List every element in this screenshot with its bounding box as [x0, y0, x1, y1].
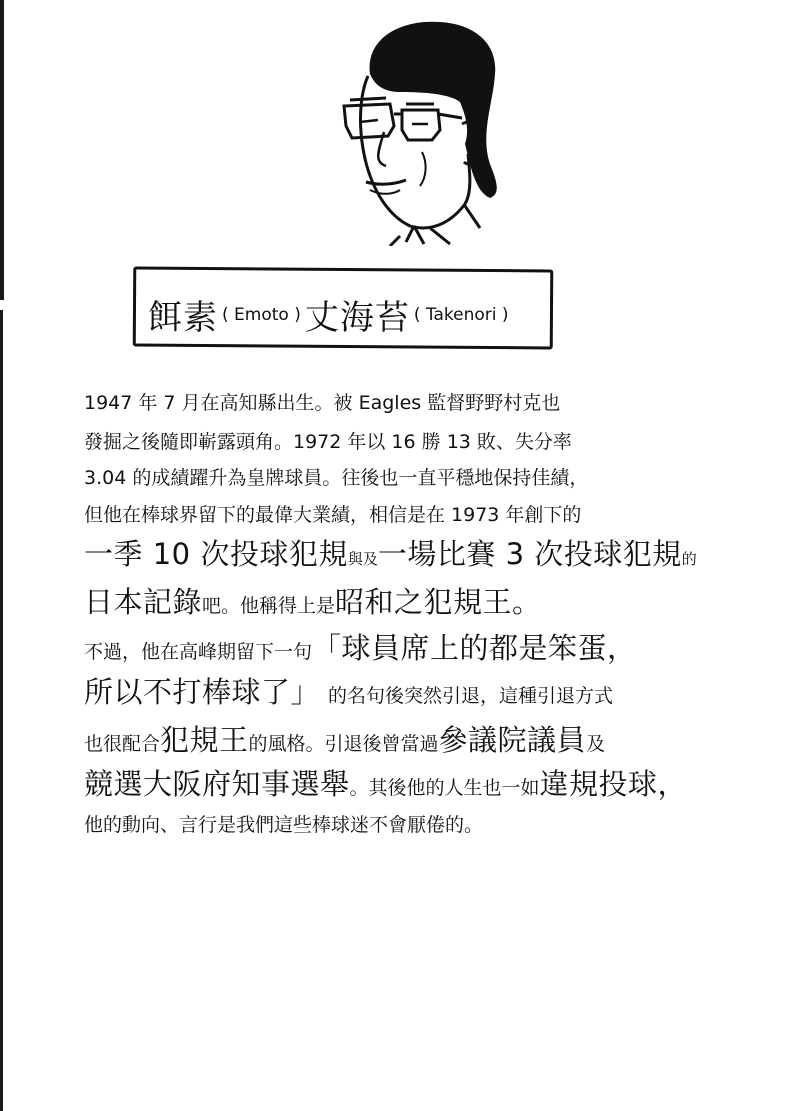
- body-line-6: [84, 580, 542, 621]
- body-line-1: 1947 年 7 月在高知縣出生。被 Eagles 監督野野村克也: [84, 392, 561, 414]
- surname-reading: ( Emoto ): [222, 304, 301, 325]
- given-name: 丈海苔: [304, 298, 410, 338]
- body-line-2: 發掘之後隨即嶄露頭角。1972 年以 16 勝 13 敗、失分率: [84, 431, 572, 453]
- osaka-election: 競選大阪府知事選舉: [84, 767, 350, 801]
- body-line-8: [84, 670, 613, 711]
- surname: 餌素: [148, 298, 218, 338]
- name-heading: [148, 290, 513, 339]
- foul-king: 犯規王: [160, 723, 249, 757]
- quote-intro: 不過，他在高峰期留下一句: [84, 641, 313, 663]
- body-line-11: 他的動向、言行是我們這些棒球迷不會厭倦的。: [84, 814, 484, 836]
- connector-ji: 及: [586, 733, 606, 755]
- japan-record: 日本記錄: [84, 585, 203, 619]
- style-intro: 也很配合: [84, 733, 161, 755]
- body-line-3: 3.04 的成績躍升為皇牌球員。往後也一直平穩地保持佳績，: [84, 467, 589, 489]
- scan-edge-bottom: [0, 310, 3, 1111]
- retirement-text: 的名句後突然引退，這種引退方式: [328, 685, 614, 707]
- councillor: 參議院議員: [438, 723, 587, 757]
- record-game-fouls: 一場比賽 3 次投球犯規: [377, 537, 682, 571]
- scan-edge-top: [0, 0, 4, 300]
- title-intro: 吧。他稱得上是: [202, 595, 336, 617]
- body-line-5: [84, 532, 697, 573]
- life-intro: 。其後他的人生也一如: [349, 777, 540, 799]
- record-season-fouls: 一季 10 次投球犯規: [84, 537, 348, 571]
- body-line-4: 但他在棒球界留下的最偉大業績，相信是在 1973 年創下的: [84, 504, 582, 526]
- quote-part-1: 「球員席上的都是笨蛋，: [312, 631, 637, 665]
- body-line-10: [84, 762, 687, 803]
- body-line-7: [84, 626, 637, 667]
- connector-and: 與及: [347, 550, 378, 568]
- quote-part-2: 所以不打棒球了」: [84, 675, 321, 709]
- after-retirement: 的風格。引退後曾當過: [248, 733, 439, 755]
- particle-de: 的: [681, 550, 697, 568]
- showa-foul-king: 昭和之犯規王。: [335, 585, 542, 619]
- man-with-glasses-portrait: [330, 14, 510, 246]
- illegal-pitch: 違規投球，: [539, 767, 688, 801]
- given-name-reading: ( Takenori ): [413, 304, 509, 325]
- body-line-9: [84, 718, 605, 759]
